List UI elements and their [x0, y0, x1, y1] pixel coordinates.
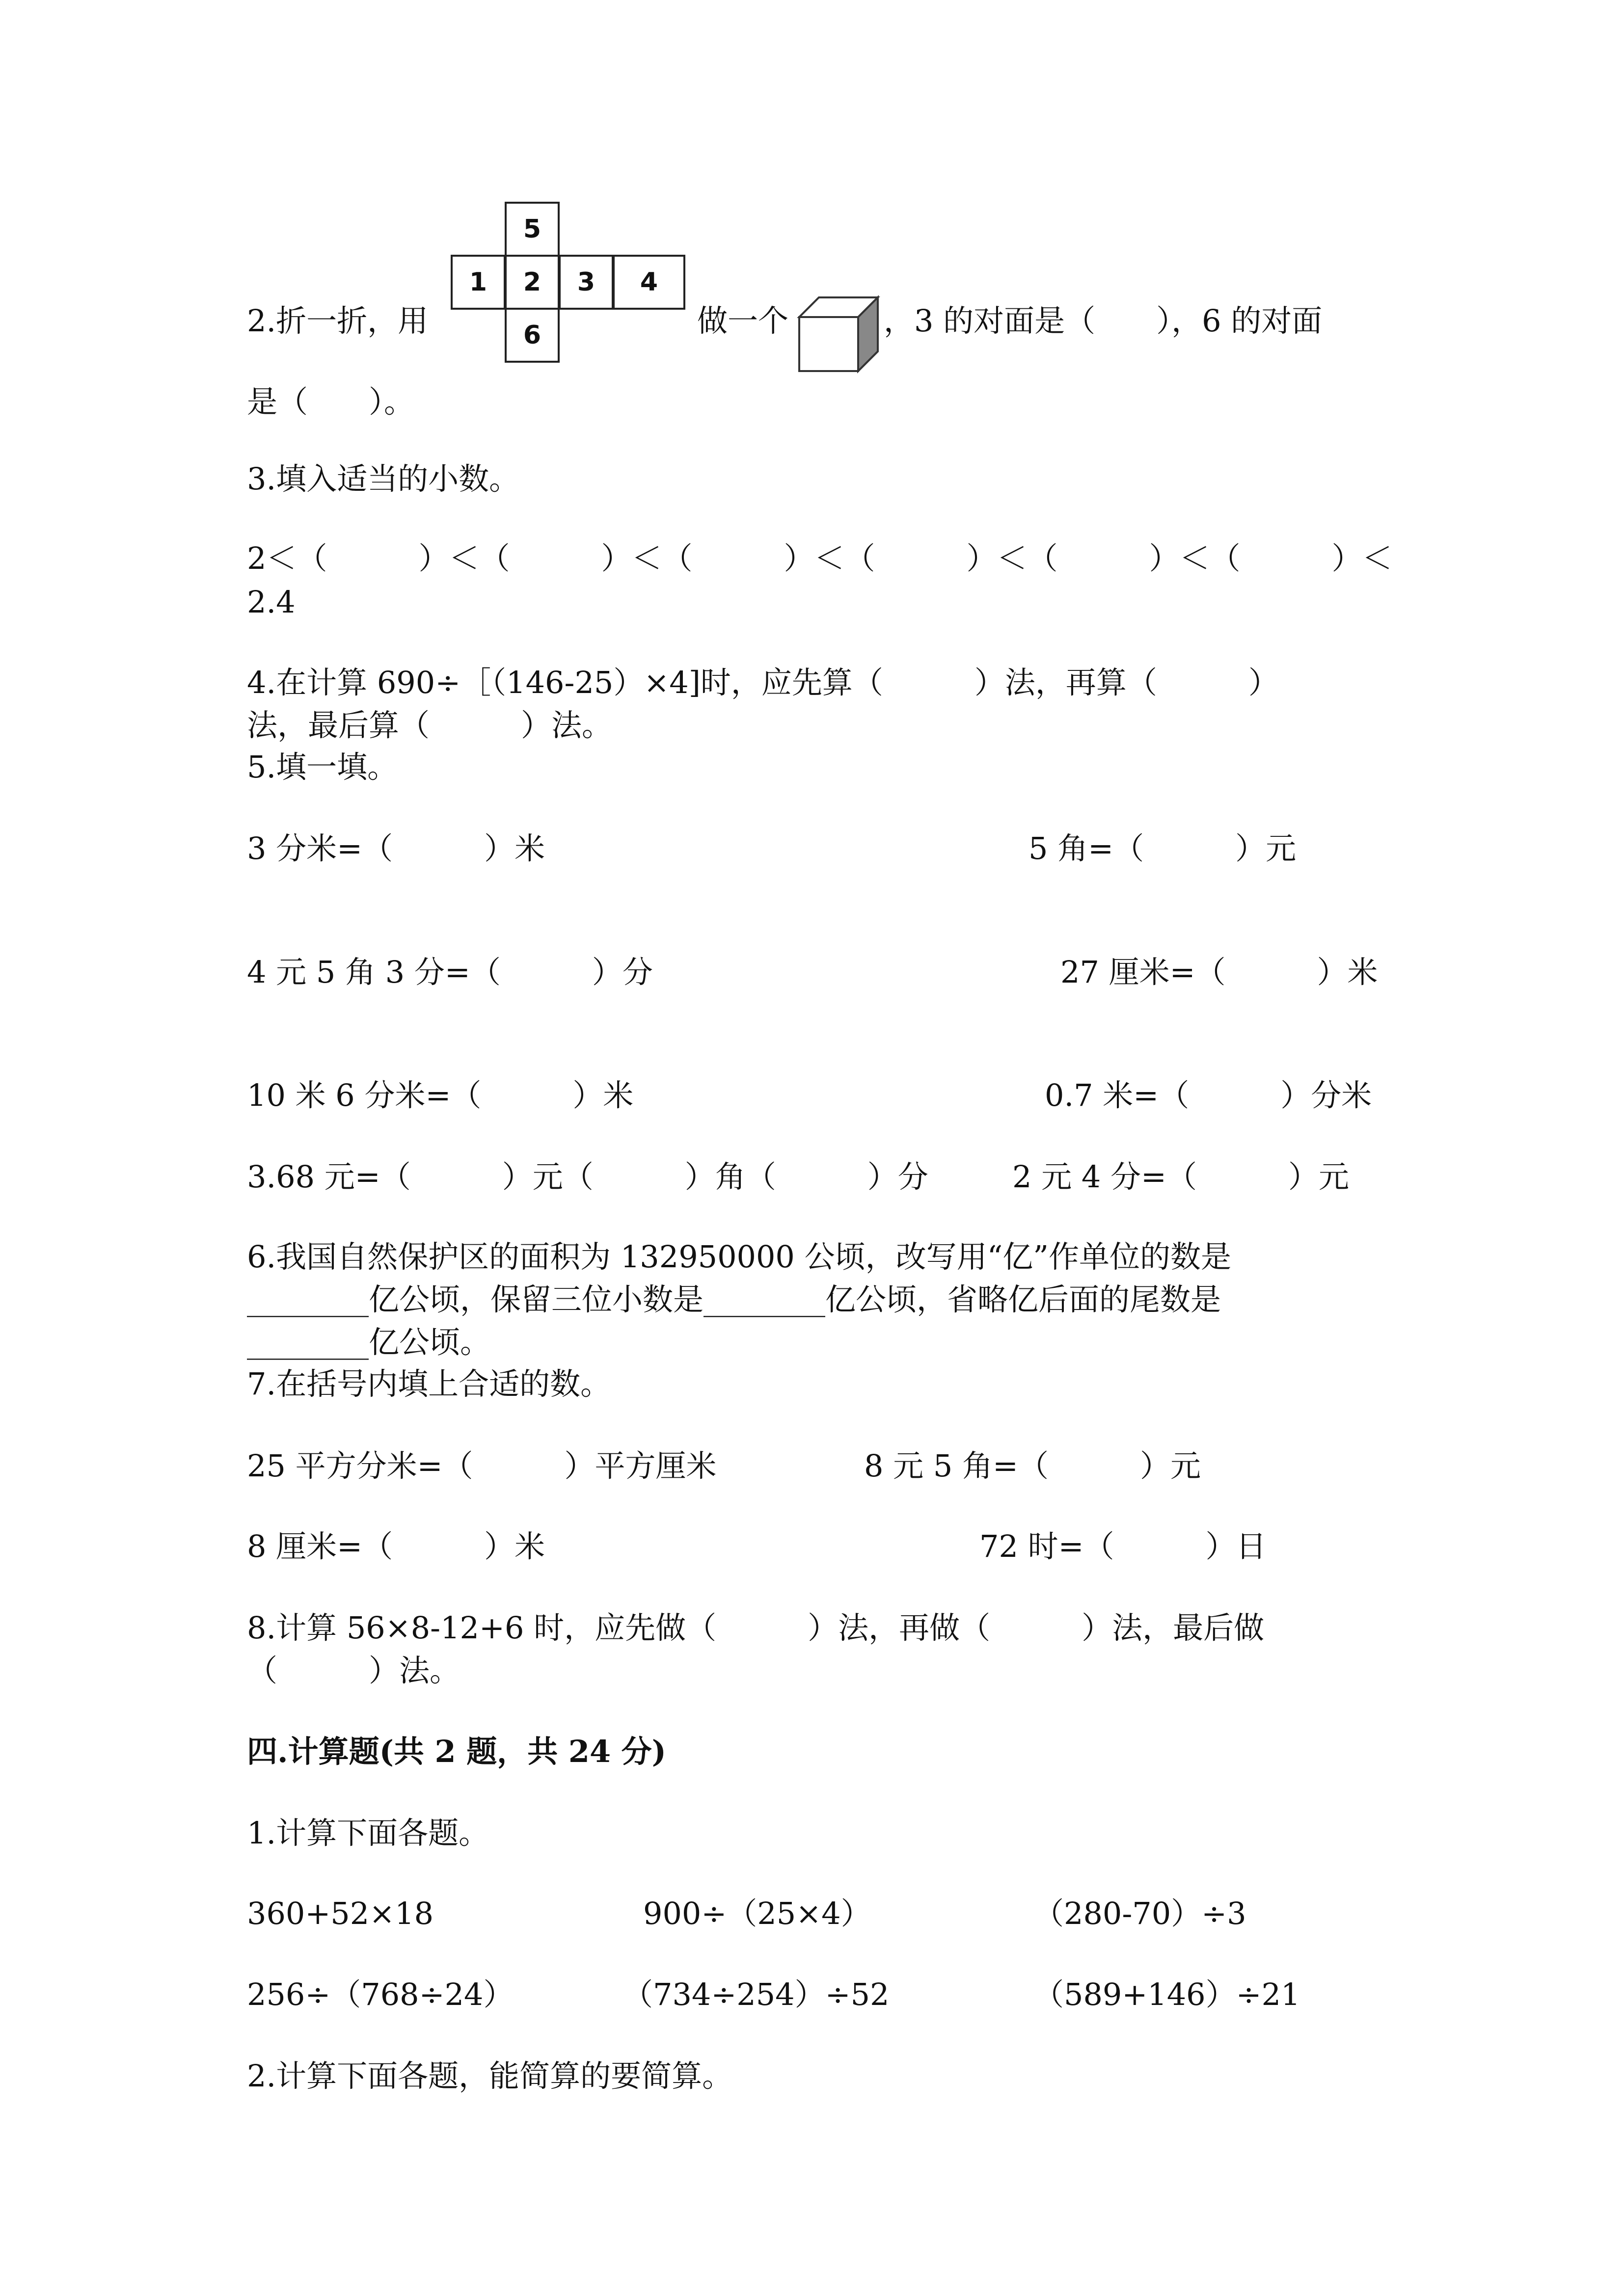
calc-expression: （589+146）÷21 — [1033, 1976, 1300, 2012]
q7-item: 8 厘米=（ ）米 — [247, 1528, 545, 1564]
net-cell-1: 1 — [451, 255, 506, 310]
calc-expression: 360+52×18 — [247, 1896, 434, 1931]
net-cell-3: 3 — [559, 255, 614, 310]
q5-item: 2 元 4 分=（ ）元 — [1012, 1159, 1349, 1195]
q5-title: 5.填一填。 — [247, 749, 398, 785]
calc-expression: （280-70）÷3 — [1033, 1896, 1246, 1931]
q7-title: 7.在括号内填上合适的数。 — [247, 1366, 611, 1402]
q5-item: 5 角=（ ）元 — [1029, 830, 1297, 866]
q5-item: 3.68 元=（ ）元（ ）角（ ）分 — [247, 1159, 928, 1195]
q5-item: 27 厘米=（ ）米 — [1060, 954, 1378, 990]
q8-line2: （ ）法。 — [247, 1653, 460, 1688]
calc-expression: （734÷254）÷52 — [623, 1976, 890, 2012]
calc-expression: 256÷（768÷24） — [247, 1976, 514, 2012]
q5-item: 0.7 米=（ ）分米 — [1045, 1077, 1372, 1113]
q3-line2: 2.4 — [247, 584, 296, 620]
q8-line1: 8.计算 56×8-12+6 时，应先做（ ）法，再做（ ）法，最后做 — [247, 1610, 1265, 1646]
q6-line1: 6.我国自然保护区的面积为 132950000 公顷，改写用“亿”作单位的数是 — [247, 1239, 1231, 1275]
q6-line2: ________亿公顷，保留三位小数是________亿公顷，省略亿后面的尾数是 — [247, 1281, 1221, 1317]
q7-item: 8 元 5 角=（ ）元 — [864, 1448, 1201, 1484]
net-cell-top: 5 — [505, 202, 560, 257]
q2-line2: 是（ ）。 — [247, 384, 415, 420]
net-cell-4: 4 — [613, 255, 685, 310]
q5-item: 3 分米=（ ）米 — [247, 830, 545, 866]
section-heading: 四.计算题(共 2 题，共 24 分) — [247, 1734, 667, 1769]
calc-q1-title: 1.计算下面各题。 — [247, 1815, 489, 1851]
q5-item: 4 元 5 角 3 分=（ ）分 — [247, 954, 653, 990]
q2-suffix: ，3 的对面是（ ），6 的对面 — [884, 303, 1323, 339]
q2-prefix: 2.折一折，用 — [247, 303, 429, 339]
q7-item: 72 时=（ ）日 — [979, 1528, 1267, 1564]
q4-line2: 法，最后算（ ）法。 — [247, 707, 613, 743]
calc-q2-title: 2.计算下面各题，能简算的要简算。 — [247, 2058, 733, 2094]
q2-mid: 做一个 — [697, 303, 789, 339]
q3-line1: 2＜（ ）＜（ ）＜（ ）＜（ ）＜（ ）＜（ ）＜ — [247, 540, 1393, 576]
q3-title: 3.填入适当的小数。 — [247, 461, 520, 497]
q5-item: 10 米 6 分米=（ ）米 — [247, 1077, 634, 1113]
q6-line3: ________亿公顷。 — [247, 1324, 491, 1360]
net-cell-2: 2 — [505, 255, 560, 310]
cube-figure — [795, 293, 881, 376]
net-cell-bottom: 6 — [505, 308, 560, 363]
q4-line1: 4.在计算 690÷［（146-25）×4]时，应先算（ ）法，再算（ ） — [247, 665, 1279, 700]
q7-item: 25 平方分米=（ ）平方厘米 — [247, 1448, 717, 1484]
calc-expression: 900÷（25×4） — [643, 1896, 871, 1931]
